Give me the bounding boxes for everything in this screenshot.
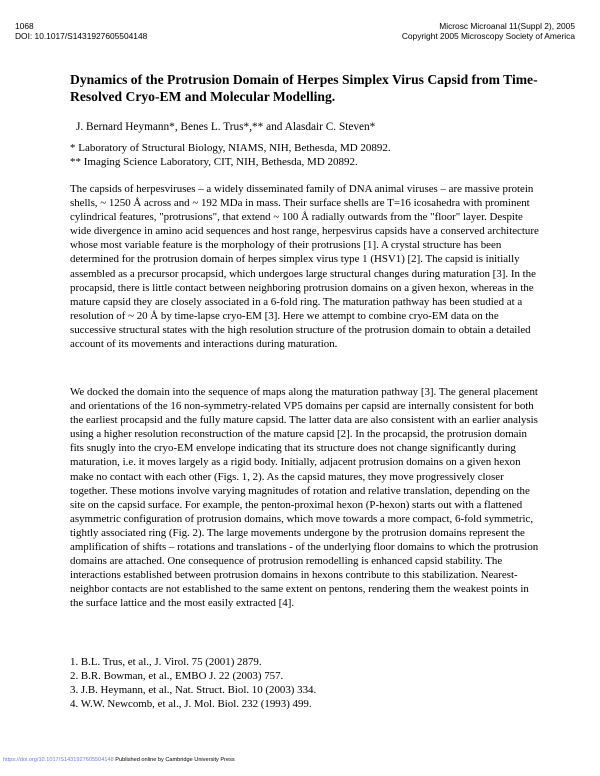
reference-item: 3. J.B. Heymann, et al., Nat. Struct. Biol. 10 (2003) 334.: [70, 684, 317, 697]
page-footer: [3, 757, 235, 763]
author-list: J. Bernard Heymann*, Benes L. Trus*,** and Alasdair C. Steven*: [76, 121, 376, 133]
affiliation-1: * Laboratory of Structural Biology, NIAMS, NIH, Bethesda, MD 20892.: [70, 142, 391, 154]
doi-text: DOI: 10.1017/S1431927605504148: [15, 31, 148, 41]
reference-item: 4. W.W. Newcomb, et al., J. Mol. Biol. 232 (1993) 499.: [70, 698, 312, 711]
affiliation-2: ** Imaging Science Laboratory, CIT, NIH, Bethesda, MD 20892.: [70, 155, 358, 168]
publisher-note: Published online by Cambridge University Press: [115, 757, 235, 763]
body-paragraph-1: The capsids of herpesviruses – a widely disseminated family of DNA animal viruses – are massive protein shells, ~ 1250 Å across and ~ 192 MDa in mass. Their surface shells are T=16 icosahedra with prominent cylindrical features, "protrusions", that extend ~ 100 Å radially outwards from the "floor" layer. Despite wide divergence in amino acid sequences and host range, herpesvirus capsids have a conserved architecture whose most variable feature is the morphology of their protrusions [1]. A crystal structure has been determined for the protrusion domain of herpes simplex virus type 1 (HSV1) [2]. The capsid is initially assembled as a precursor procapsid, which undergoes large structural changes during maturation [3]. In the procapsid, there is little contact between neighboring protrusion domains on a given hexon, whereas in the mature capsid they are closely associated in a 6-fold ring. The maturation pathway has been studied at a resolution of ~ 20 Å by time-lapse cryo-EM [3]. Here we attempt to combine cryo-EM data on the successive structural states with the high resolution structure of the protrusion domain to obtain a detailed account of its movements and interactions during maturation.: [70, 183, 539, 351]
journal-citation: Microsc Microanal 11(Suppl 2), 2005: [439, 21, 575, 31]
affiliations: [70, 142, 391, 169]
reference-item: 1. B.L. Trus, et al., J. Virol. 75 (2001) 2879.: [70, 656, 262, 668]
reference-list: [70, 655, 316, 711]
page-number: 1068: [15, 21, 34, 31]
copyright-notice: Copyright 2005 Microscopy Society of America: [401, 31, 575, 41]
running-header-right: [402, 21, 575, 41]
reference-item: 2. B.R. Bowman, et al., EMBO J. 22 (2003) 757.: [70, 670, 284, 683]
doi-link[interactable]: https://doi.org/10.1017/S1431927605504148: [3, 757, 114, 763]
body-paragraph-2: We docked the domain into the sequence of maps along the maturation pathway [3]. The general placement and orientations of the 16 non-symmetry-related VP5 domains per capsid are internally consistent for both the earliest procapsid and the fully mature capsid. The latter data are also consistent with an earlier analysis using a higher resolution reconstruction of the mature capsid [2]. In the procapsid, the protrusion domain fits snugly into the cryo-EM envelope indicating that its structure does not change significantly during maturation, i.e. it moves largely as a rigid body. Initially, adjacent protrusion domains on a given hexon make no contact with each other (Figs. 1, 2). As the capsid matures, they move progressively closer together. These motions involve varying magnitudes of rotation and relative translation, depending on the site on the capsid surface. For example, the penton-proximal hexon (P-hexon) starts out with a flattened asymmetric configuration of protrusion domains, which move towards a more compact, 6-fold symmetric, tightly associated ring (Fig. 2). The large movements undergone by the protrusion domains represent the amplification of shifts – rotations and translations - of the underlying floor domains to which the protrusion domains are attached. One consequence of protrusion remodelling is enhanced capsid stability. The interactions established between protrusion domains in hexons contribute to this stabilization. Nearest-neighbor contacts are not established to the same extent on pentons, rendering them the weakest points in the surface lattice and the most easily extracted [4].: [70, 386, 539, 610]
running-header-left: [15, 21, 147, 41]
article-title: Dynamics of the Protrusion Domain of Herpes Simplex Virus Capsid from Time-Resolved Cryo-EM and Molecular Modelling.: [70, 72, 538, 104]
